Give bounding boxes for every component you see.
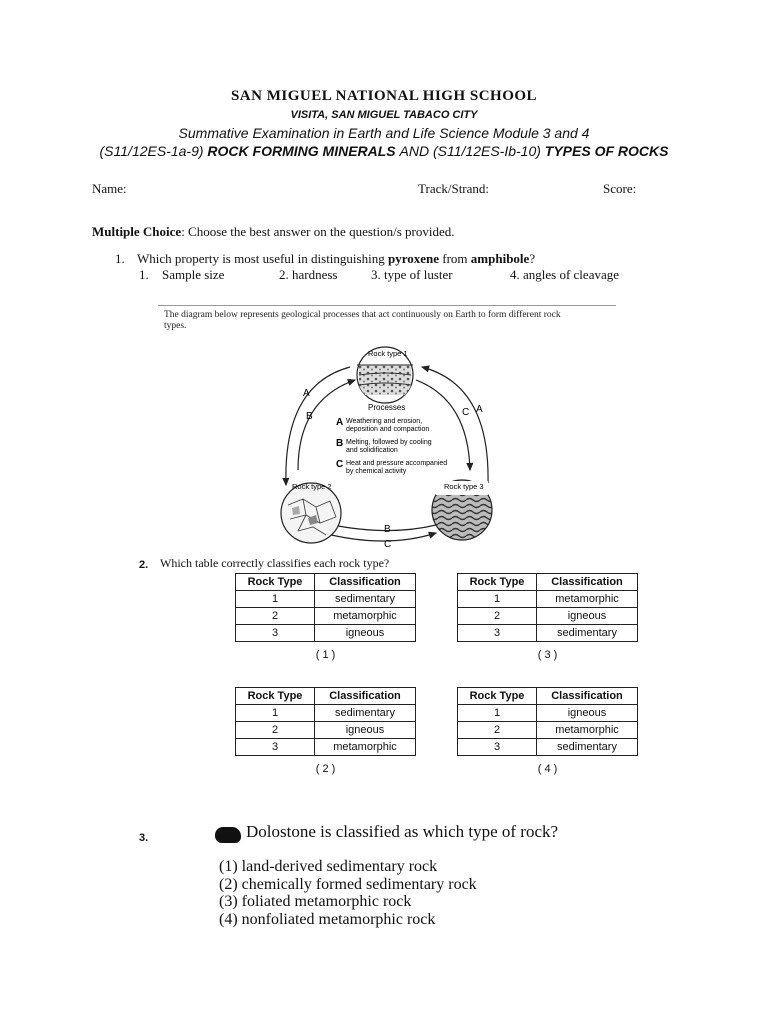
q3-text: Dolostone is classified as which type of rock?: [246, 822, 559, 841]
classification-cell: metamorphic: [537, 591, 638, 608]
col-rock-type: Rock Type: [458, 574, 537, 591]
and-text: AND: [399, 143, 430, 159]
score-label: Score:: [603, 181, 637, 196]
table-row: [458, 608, 638, 625]
rock-type-cell: 3: [458, 739, 537, 756]
school-address: VISITA, SAN MIGUEL TABACO CITY: [290, 109, 478, 121]
classification-cell: sedimentary: [537, 739, 638, 756]
col-classification: Classification: [315, 688, 416, 705]
rock-type-cell: 2: [458, 608, 537, 625]
name-label: Name:: [92, 181, 127, 196]
classification-cell: sedimentary: [315, 591, 416, 608]
table-row: [236, 608, 416, 625]
rock-type-cell: 2: [236, 722, 315, 739]
arrow-label-c-right: C: [462, 407, 470, 418]
exam-topics: [0, 143, 768, 159]
q1-option-1[interactable]: Sample size: [162, 267, 225, 282]
arc-c-bottom: [323, 533, 436, 541]
arrow-label-c-bottom: C: [384, 539, 392, 550]
instructions-label: Multiple Choice: [92, 224, 182, 239]
q3-option-4[interactable]: (4) nonfoliated metamorphic rock: [219, 910, 436, 928]
q1-option-2[interactable]: 2. hardness: [279, 267, 338, 282]
rock-type-1-label: Rock type 1: [368, 349, 408, 358]
process-a-line2: deposition and compaction: [346, 426, 430, 433]
q3-option-2[interactable]: (2) chemically formed sedimentary rock: [219, 875, 477, 893]
topic-1: ROCK FORMING MINERALS: [207, 143, 396, 159]
classification-cell: igneous: [537, 608, 638, 625]
table-row: [236, 591, 416, 608]
table-row: [236, 705, 416, 722]
arc-c-inner-right: [416, 380, 470, 470]
classification-cell: igneous: [315, 722, 416, 739]
classification-cell: metamorphic: [315, 608, 416, 625]
diagram-intro-line1: The diagram below represents geological processes that act continuously on Earth to form different rock: [164, 310, 561, 320]
arrow-label-a-right: A: [476, 404, 483, 415]
rock-cycle-figure: [158, 305, 616, 555]
table-row: [458, 705, 638, 722]
process-b-line1: Melting, followed by cooling: [346, 439, 432, 446]
rock-type-cell: 1: [236, 705, 315, 722]
rock-type-cell: 3: [458, 625, 537, 642]
arrow-label-b-bottom: B: [384, 524, 391, 535]
topic-2: TYPES OF ROCKS: [544, 143, 669, 159]
rock-type-cell: 3: [236, 625, 315, 642]
table-caption: ( 4 ): [537, 763, 558, 775]
process-a-line1: Weathering and erosion,: [346, 418, 423, 425]
table-row: [458, 722, 638, 739]
question-1: [115, 251, 535, 267]
col-rock-type: Rock Type: [236, 688, 315, 705]
q1-number: 1.: [115, 251, 125, 266]
classification-table-1[interactable]: [235, 573, 416, 661]
table-row: [236, 722, 416, 739]
arc-b-bottom: [323, 523, 436, 531]
q2-text: Which table correctly classifies each rock type?: [160, 556, 390, 570]
table-row: [458, 625, 638, 642]
q1-bold-pyroxene: pyroxene: [387, 251, 440, 266]
code-1: (S11/12ES-1a-9): [99, 143, 204, 159]
table-row: [458, 739, 638, 756]
process-a-letter: A: [336, 417, 344, 428]
classification-cell: sedimentary: [537, 625, 638, 642]
table-caption: ( 1 ): [315, 649, 336, 661]
col-rock-type: Rock Type: [236, 574, 315, 591]
q3-number: 3.: [139, 832, 149, 844]
code-2: (S11/12ES-Ib-10): [432, 143, 541, 159]
classification-cell: metamorphic: [537, 722, 638, 739]
processes-title: Processes: [368, 403, 406, 412]
process-b-line2: and solidification: [346, 447, 398, 454]
process-c-letter: C: [336, 459, 344, 470]
rock-table: [457, 687, 638, 756]
arrow-label-b-left: B: [306, 411, 313, 422]
rock-type-cell: 3: [236, 739, 315, 756]
classification-cell: igneous: [315, 625, 416, 642]
q1-text-b: from: [439, 251, 471, 266]
track-strand-label: Track/Strand:: [418, 181, 490, 196]
q2-number: 2.: [139, 559, 149, 571]
exam-title: Summative Examination in Earth and Life Science Module 3 and 4: [178, 125, 590, 141]
q1-option-4[interactable]: 4. angles of cleavage: [510, 267, 620, 282]
diagram-intro-line2: types.: [164, 321, 187, 331]
q3-options: [219, 858, 477, 928]
table-row: [458, 591, 638, 608]
instructions: [92, 224, 455, 240]
q1-option-3[interactable]: 3. type of luster: [371, 267, 453, 282]
classification-table-3[interactable]: [235, 687, 416, 775]
rock-table: [457, 573, 638, 642]
col-classification: Classification: [537, 688, 638, 705]
school-name: SAN MIGUEL NATIONAL HIGH SCHOOL: [230, 88, 538, 104]
classification-table-4[interactable]: [457, 687, 638, 775]
instructions-text: : Choose the best answer on the question/s provided.: [181, 224, 455, 239]
classification-cell: sedimentary: [315, 705, 416, 722]
rock-type-2-label: Rock type 2: [292, 482, 332, 491]
q1-option-1-number: 1.: [139, 267, 149, 282]
arrow-label-a-left: A: [303, 388, 310, 399]
classification-cell: igneous: [537, 705, 638, 722]
redaction-blob: [215, 827, 241, 843]
col-rock-type: Rock Type: [458, 688, 537, 705]
rock-type-cell: 1: [236, 591, 315, 608]
rock-table: [235, 573, 416, 642]
rock-type-2-circle: [281, 483, 341, 543]
rock-table: [235, 687, 416, 756]
process-c-line1: Heat and pressure accompanied: [346, 460, 448, 467]
q1-options: [139, 267, 659, 285]
q3-option-1[interactable]: (1) land-derived sedimentary rock: [219, 858, 438, 875]
classification-table-2[interactable]: [457, 573, 638, 661]
rock-type-cell: 1: [458, 705, 537, 722]
rock-type-cell: 2: [458, 722, 537, 739]
table-caption: ( 3 ): [537, 649, 558, 661]
table-row: [236, 739, 416, 756]
process-b-letter: B: [336, 438, 344, 449]
rock-type-3-label: Rock type 3: [444, 482, 484, 491]
q1-bold-amphibole: amphibole: [470, 251, 530, 266]
classification-cell: metamorphic: [315, 739, 416, 756]
rock-type-cell: 2: [236, 608, 315, 625]
q3-option-3[interactable]: (3) foliated metamorphic rock: [219, 893, 412, 910]
table-row: [236, 625, 416, 642]
rock-cycle-diagram: [158, 305, 616, 555]
q1-text-c: ?: [529, 251, 536, 266]
process-c-line2: by chemical activity: [346, 468, 407, 475]
q1-text-a: Which property is most useful in distinguishing: [137, 251, 388, 266]
col-classification: Classification: [315, 574, 416, 591]
table-caption: ( 2 ): [315, 763, 336, 775]
rock-type-cell: 1: [458, 591, 537, 608]
col-classification: Classification: [537, 574, 638, 591]
